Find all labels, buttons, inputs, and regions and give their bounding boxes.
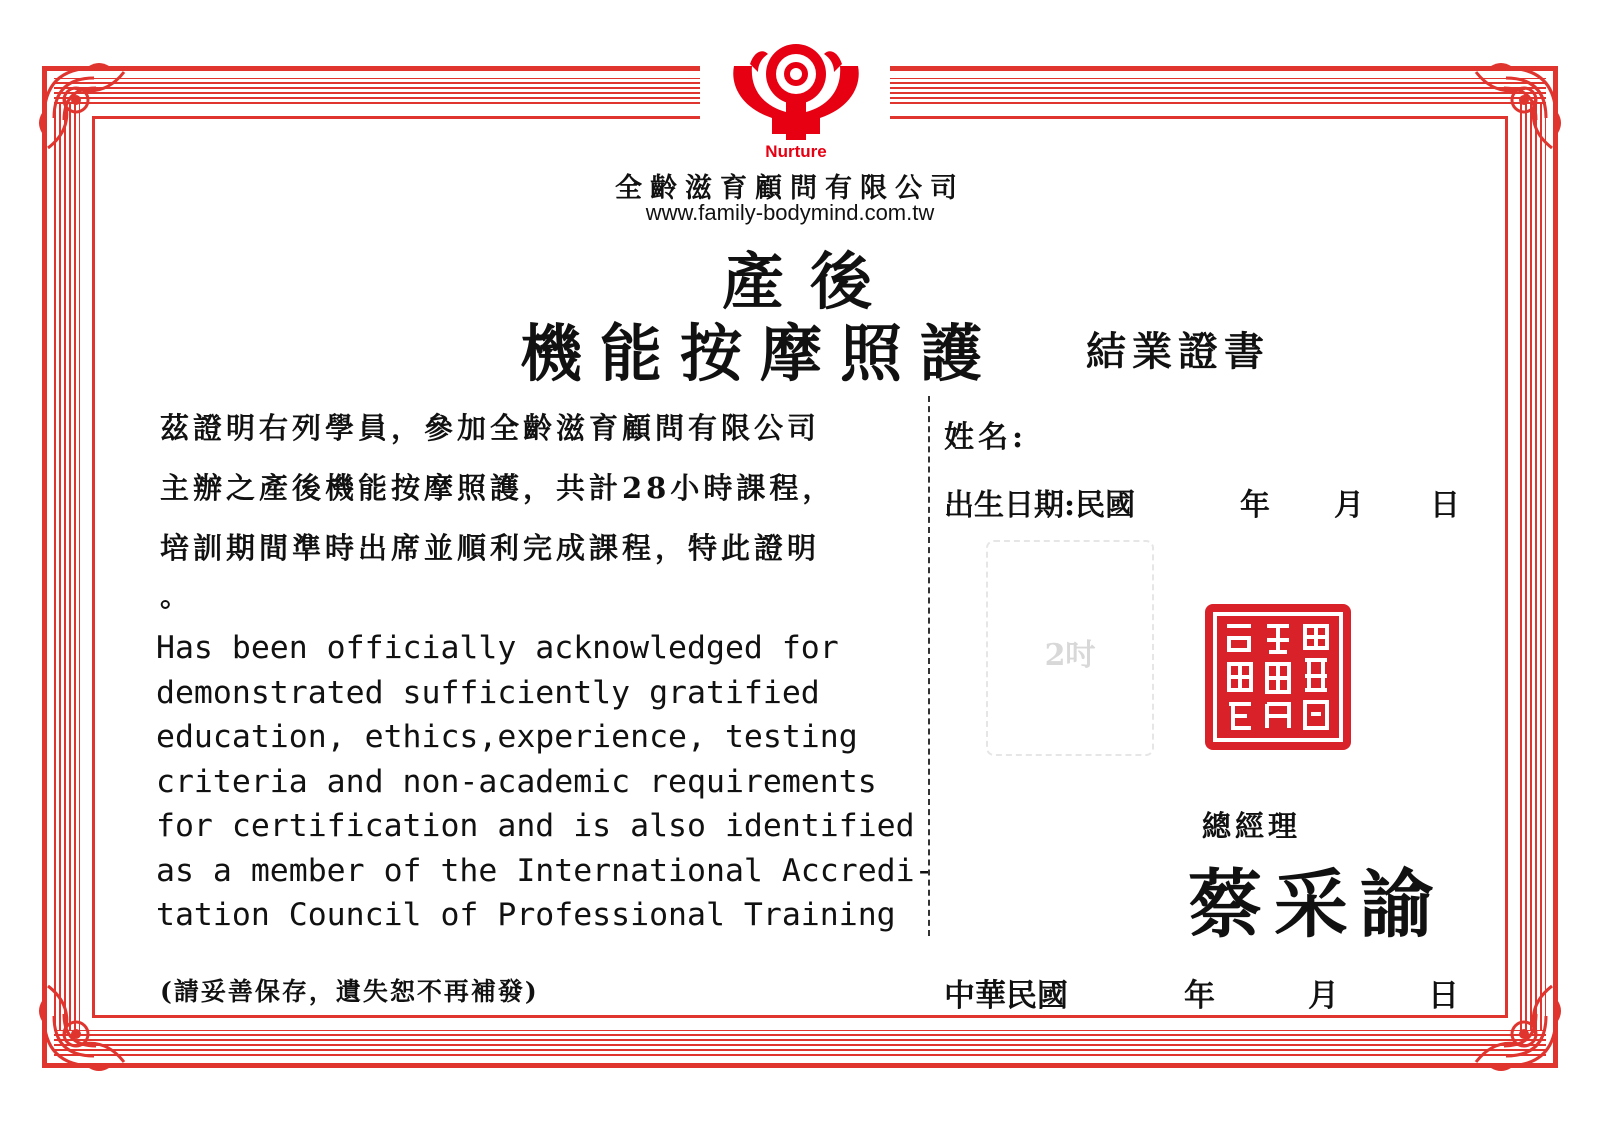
corner-ornament-icon xyxy=(34,58,152,176)
dob-day-label: 日 xyxy=(1430,488,1460,523)
english-statement-line: tation Council of Professional Training xyxy=(156,897,896,933)
dob-month-label: 月 xyxy=(1334,488,1364,523)
corner-ornament-icon xyxy=(1448,58,1566,176)
certificate-title-line2: 機能按摩照護 xyxy=(520,317,1001,390)
issue-year-label: 年 xyxy=(1184,978,1215,1014)
name-label: 姓名: xyxy=(944,420,1028,455)
preservation-note: (請妥善保存，遺失恕不再補發) xyxy=(160,977,539,1006)
issue-day-label: 日 xyxy=(1428,978,1459,1014)
general-manager-name: 蔡采諭 xyxy=(1188,862,1446,948)
corner-ornament-icon xyxy=(34,958,152,1076)
logo-brand-text: Nurture xyxy=(765,142,827,161)
general-manager-title: 總經理 xyxy=(1202,809,1302,843)
nurture-logo xyxy=(728,38,864,162)
company-name: 全齡滋育顧問有限公司 xyxy=(615,173,965,204)
company-seal-stamp xyxy=(1205,604,1351,750)
photo-size-label: 2吋 xyxy=(1044,638,1096,673)
english-statement xyxy=(156,626,936,938)
english-statement-line: Has been officially acknowledged for xyxy=(156,630,839,666)
certificate-title-suffix: 結業證書 xyxy=(1086,328,1270,375)
english-statement-line: demonstrated sufficiently gratified xyxy=(156,674,820,711)
company-website: www.family-bodymind.com.tw xyxy=(645,200,935,225)
english-statement-line: criteria and non-academic requirements xyxy=(156,763,877,800)
english-statement-line: education, ethics,experience, testing xyxy=(156,719,858,755)
certificate-title-line1: 產後 xyxy=(721,245,898,318)
chinese-statement-line: 主辦之產後機能按摩照護，共計28小時課程， xyxy=(160,471,836,505)
chinese-statement-line: 茲證明右列學員，參加全齡滋育顧問有限公司 xyxy=(160,411,821,445)
chinese-statement xyxy=(160,398,910,578)
issue-date-prefix: 中華民國 xyxy=(944,978,1068,1014)
chinese-statement-period: 。 xyxy=(160,579,190,613)
issue-month-label: 月 xyxy=(1308,978,1339,1014)
dob-label: 出生日期:民國 xyxy=(944,488,1136,523)
photo-placeholder xyxy=(986,540,1154,756)
english-statement-line: for certification and is also identified xyxy=(156,808,915,844)
english-statement-line: as a member of the International Accredi- xyxy=(156,852,934,889)
corner-ornament-icon xyxy=(1448,958,1566,1076)
chinese-statement-line: 培訓期間準時出席並順利完成課程，特此證明 xyxy=(160,531,821,565)
dob-year-label: 年 xyxy=(1240,488,1270,523)
dashed-divider xyxy=(928,396,930,936)
